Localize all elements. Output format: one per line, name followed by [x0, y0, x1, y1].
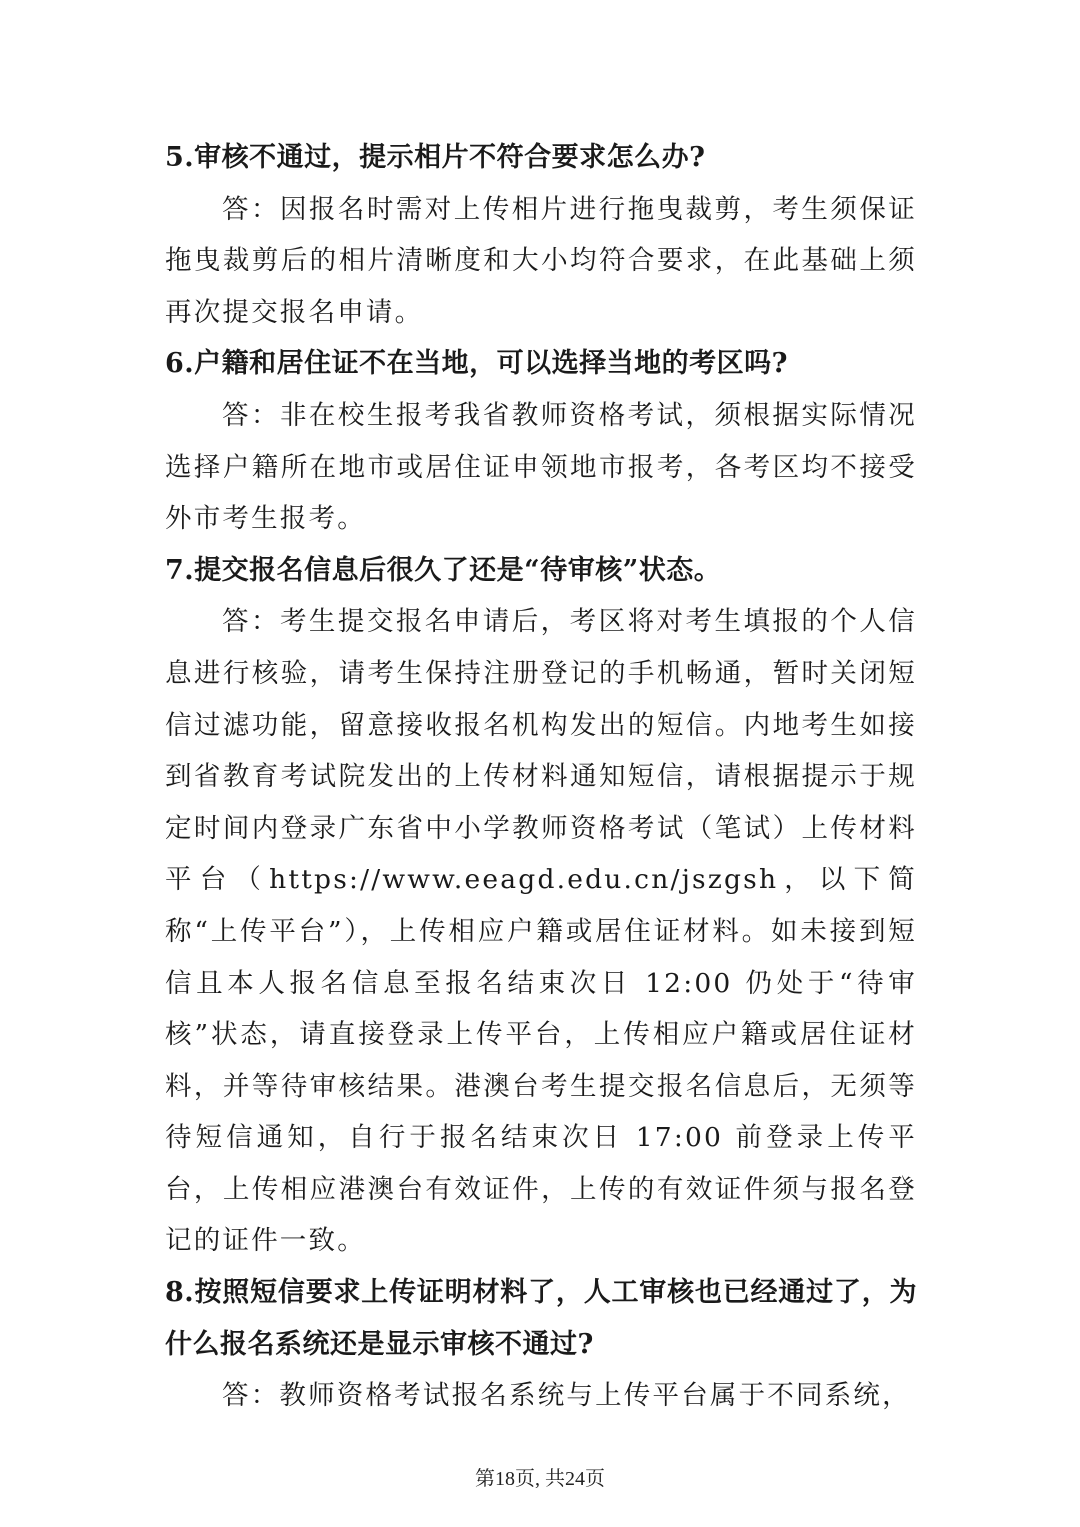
- question-7-heading: 7.提交报名信息后很久了还是“待审核”状态。: [165, 554, 722, 586]
- answer-8-text: 答：教师资格考试报名系统与上传平台属于不同系统，: [222, 1380, 911, 1412]
- page-number-footer: 第18页, 共24页: [475, 1468, 605, 1490]
- answer-6-text: 答：非在校生报考我省教师资格考试，须根据实际情况选择户籍所在地市或居住证申领地市报考，各考区均不接受外市考生报考。: [165, 399, 917, 535]
- question-5-heading: 5.审核不通过，提示相片不符合要求怎么办?: [165, 142, 706, 173]
- document-body: [165, 132, 917, 1422]
- question-8-heading: 8.按照短信要求上传证明材料了，人工审核也已经通过了，为什么报名系统还是显示审核不通过?: [165, 1277, 917, 1360]
- answer-5-text: 答：因报名时需对上传相片进行拖曳裁剪，考生须保证拖曳裁剪后的相片清晰度和大小均符合要求，在此基础上须再次提交报名申请。: [165, 193, 917, 328]
- question-6-heading: 6.户籍和居住证不在当地，可以选择当地的考区吗?: [165, 348, 789, 380]
- answer-7-text: 答：考生提交报名申请后，考区将对考生填报的个人信息进行核验，请考生保持注册登记的手机畅通，暂时关闭短信过滤功能，留意接收报名机构发出的短信。内地考生如接到省教育考试院发出的上传材料通知短信，请根据提示于规定时间内登录广东省中小学教师资格考试（笔试）上传材料平台（https://www.eeagd.edu.cn/jszgsh，以下简称“上传平台”），上传相应户籍或居住证材料。如未接到短信且本人报名信息至报名结束次日 12:00 仍处于“待审核”状态，请直接登录上传平台，上传相应户籍或居住证材料，并等待审核结果。港澳台考生提交报名信息后，无须等待短信通知，自行于报名结束次日 17:00 前登录上传平台，上传相应港澳台有效证件，上传的有效证件须与报名登记的证件一致。: [165, 606, 917, 1257]
